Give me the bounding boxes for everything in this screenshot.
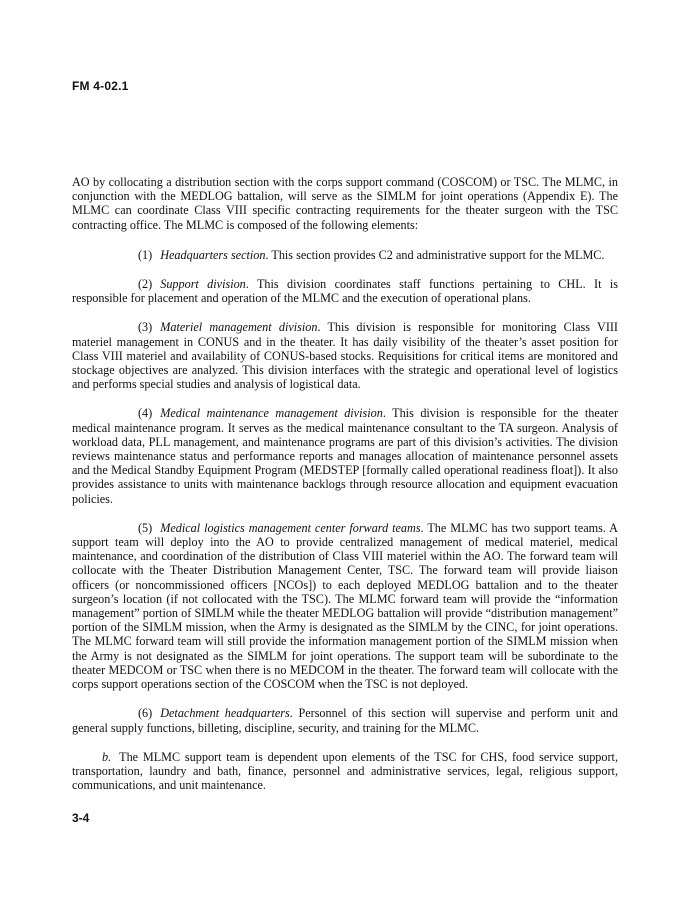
paragraph-text: . This division coordinates staff functions pertaining to CHL. It is responsible for placement and operation of the MLMC and the execution of operational plans.: [72, 277, 618, 306]
paragraph-number: (6): [138, 706, 153, 721]
paragraph-letter: b.: [102, 749, 112, 764]
paragraph-text: . The MLMC has two support teams. A support team will deploy into the AO to provide centralized management of medical materiel, medical maintenance, and coordination of the distribution of Class VIII materiel within the AO. The forward team will collocate with the Theater Distribution Management Center, TSC. The forward team will provide liaison officers (or noncommissioned officers [NCOs]) to each deployed MEDLOG battalion and to the theater surgeon’s location (if not collocated with the TSC). The MLMC forward team will provide the “information management” portion of SIMLM while the theater MEDLOG battalion will provide “distribution management” portion of the SIMLM mission, when the Army is designated as the SIMLM by the CINC, for joint operations. The MLMC forward team will still provide the information management portion of the SIMLM mission when the Army is not designated as the SIMLM for joint operations. The support team will be subordinate to the theater MEDCOM or TSC when there is no MEDCOM in the theater. The forward team will collocate with the corps support operations section of the COSCOM when the TSC is not deployed.: [72, 520, 618, 692]
paragraph-title: Headquarters section: [160, 247, 266, 262]
page-number: 3-4: [72, 811, 90, 825]
paragraph-medical-maintenance-division: [72, 406, 618, 505]
paragraph-text: AO by collocating a distribution section with the corps support command (COSCOM) or TSC. The MLMC, in conjunction with the MEDLOG battalion, will serve as the SIMLM for joint operations (Appendix E). The MLMC can coordinate Class VIII specific contracting requirements for the theater surgeon with the TSC contracting office. The MLMC is composed of the following elements:: [72, 175, 618, 232]
paragraph-support-division: [72, 277, 618, 305]
paragraph-title: Medical maintenance management division: [160, 406, 383, 421]
paragraph-number: (5): [138, 520, 153, 535]
paragraph-forward-teams: [72, 521, 618, 691]
paragraph-number: (1): [138, 247, 153, 262]
paragraph-text: . This division is responsible for the theater medical maintenance program. It serves as the medical maintenance consultant to the TA surgeon. Analysis of workload data, PLL management, and maintenance programs are part of this division’s activities. The division reviews maintenance status and performance reports and manages allocation of maintenance personnel assets and the Medical Standby Equipment Program (MEDSTEP [formally called operational readiness float]). It also provides assistance to units with maintenance backlogs through resource allocation and equipment evacuation policies.: [72, 406, 618, 506]
paragraph-title: Medical logistics management center forward teams: [160, 520, 421, 535]
paragraph-materiel-management-division: [72, 320, 618, 391]
paragraph-text: . Personnel of this section will supervise and perform unit and general supply functions, billeting, discipline, security, and training for the MLMC.: [72, 706, 618, 735]
paragraph-b-support-team: [72, 750, 618, 793]
paragraph-number: (2): [138, 277, 153, 292]
paragraph-title: Support division: [160, 277, 246, 292]
paragraph-text: . This section provides C2 and administrative support for the MLMC.: [265, 247, 605, 262]
intro-paragraph: [72, 175, 618, 232]
paragraph-number: (4): [138, 406, 153, 421]
paragraph-headquarters-section: [72, 248, 618, 262]
paragraph-text: . This division is responsible for monitoring Class VIII materiel management in CONUS and in the theater. It has daily visibility of the theater’s asset position for Class VIII materiel and availability of CONUS-based stocks. Requisitions for critical items are monitored and stockage objectives are analyzed. This division interfaces with the strategic and operational level of logistics and performs special studies and analysis of logistical data.: [72, 320, 618, 392]
page-body: [72, 175, 618, 807]
paragraph-title: Materiel management division: [160, 320, 318, 335]
paragraph-detachment-headquarters: [72, 706, 618, 734]
paragraph-title: Detachment headquarters: [160, 706, 290, 721]
paragraph-number: (3): [138, 320, 153, 335]
document-id: FM 4-02.1: [72, 79, 129, 93]
paragraph-text: The MLMC support team is dependent upon elements of the TSC for CHS, food service support, transportation, laundry and bath, finance, personnel and administrative services, legal, religious support, communications, and unit maintenance.: [72, 749, 618, 793]
